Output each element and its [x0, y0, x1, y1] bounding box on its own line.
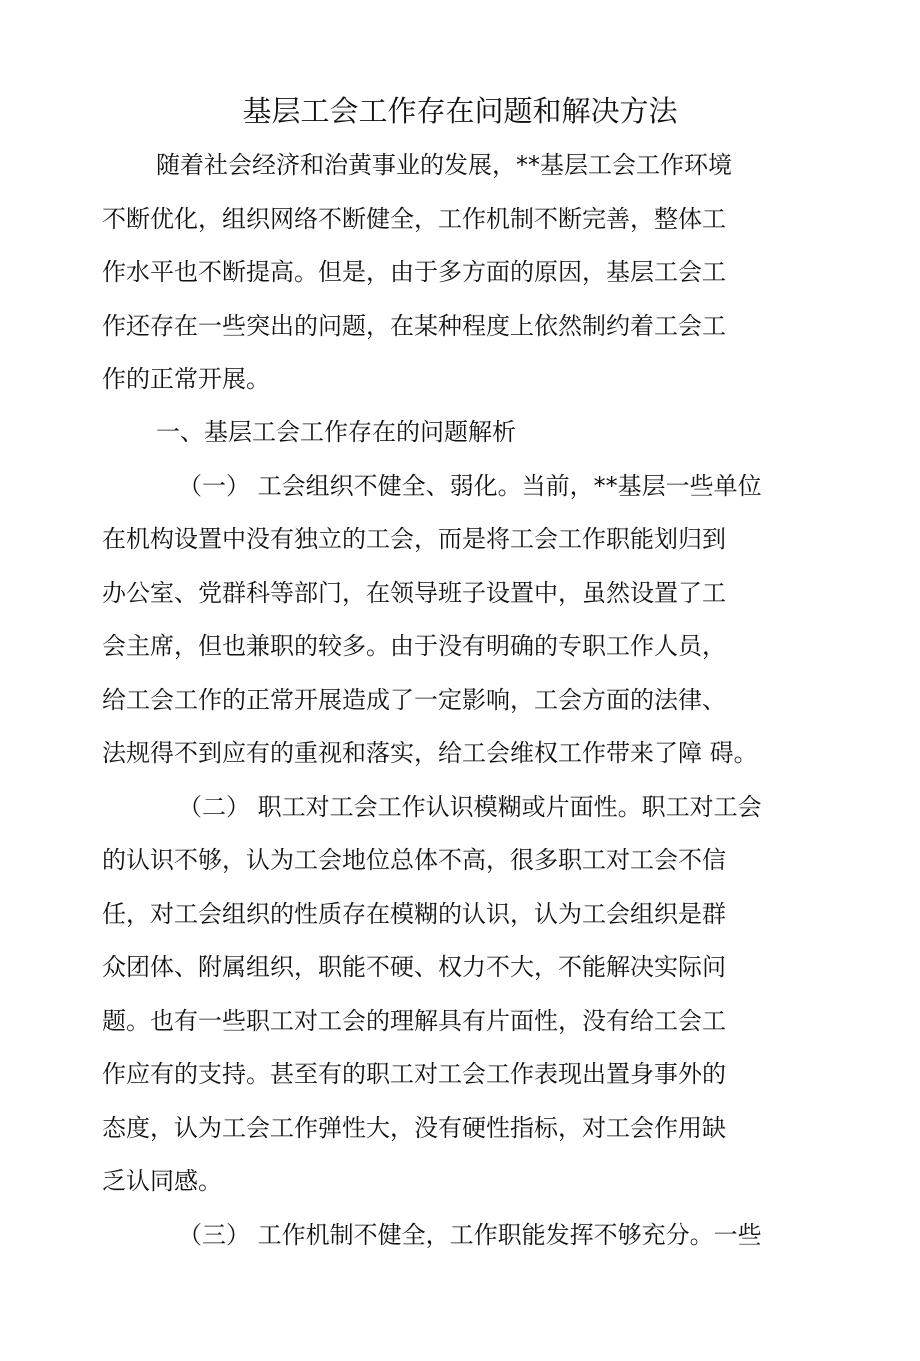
- section-heading: 一、基层工会工作存在的问题解析: [156, 418, 516, 446]
- paragraph-line: 作还存在一些突出的问题，在某种程度上依然制约着工会工: [102, 312, 726, 340]
- paragraph-line: 办公室、党群科等部门，在领导班子设置中，虽然设置了工: [102, 579, 726, 607]
- paragraph-line: 作的正常开展。: [102, 365, 270, 393]
- subsection-line: （三） 工作机制不健全，工作职能发挥不够充分。一些: [178, 1221, 762, 1249]
- paragraph-line: 作水平也不断提高。但是，由于多方面的原因，基层工会工: [102, 258, 726, 286]
- paragraph-line: 法规得不到应有的重视和落实，给工会维权工作带来了障 碍。: [102, 739, 758, 767]
- paragraph-line: 态度，认为工会工作弹性大，没有硬性指标，对工会作用缺: [102, 1114, 726, 1142]
- paragraph-line: 的认识不够，认为工会地位总体不高，很多职工对工会不信: [102, 846, 726, 874]
- document-title: 基层工会工作存在问题和解决方法: [242, 94, 678, 128]
- paragraph-line: 随着社会经济和治黄事业的发展，**基层工会工作环境: [156, 151, 732, 179]
- paragraph-line: 在机构设置中没有独立的工会，而是将工会工作职能划归到: [102, 525, 726, 553]
- paragraph-line: 众团体、附属组织，职能不硬、权力不大，不能解决实际问: [102, 953, 726, 981]
- paragraph-line: 给工会工作的正常开展造成了一定影响，工会方面的法律、: [102, 686, 726, 714]
- paragraph-line: 会主席，但也兼职的较多。由于没有明确的专职工作人员，: [102, 632, 726, 660]
- paragraph-line: 作应有的支持。甚至有的职工对工会工作表现出置身事外的: [102, 1060, 726, 1088]
- paragraph-line: 题。也有一些职工对工会的理解具有片面性，没有给工会工: [102, 1007, 726, 1035]
- paragraph-line: 任，对工会组织的性质存在模糊的认识，认为工会组织是群: [102, 900, 726, 928]
- subsection-line: （二） 职工对工会工作认识模糊或片面性。职工对工会: [178, 793, 762, 821]
- paragraph-line: 不断优化，组织网络不断健全，工作机制不断完善，整体工: [102, 205, 726, 233]
- paragraph-line: 乏认同感。: [102, 1167, 222, 1195]
- subsection-line: （一） 工会组织不健全、弱化。当前，**基层一些单位: [178, 472, 762, 500]
